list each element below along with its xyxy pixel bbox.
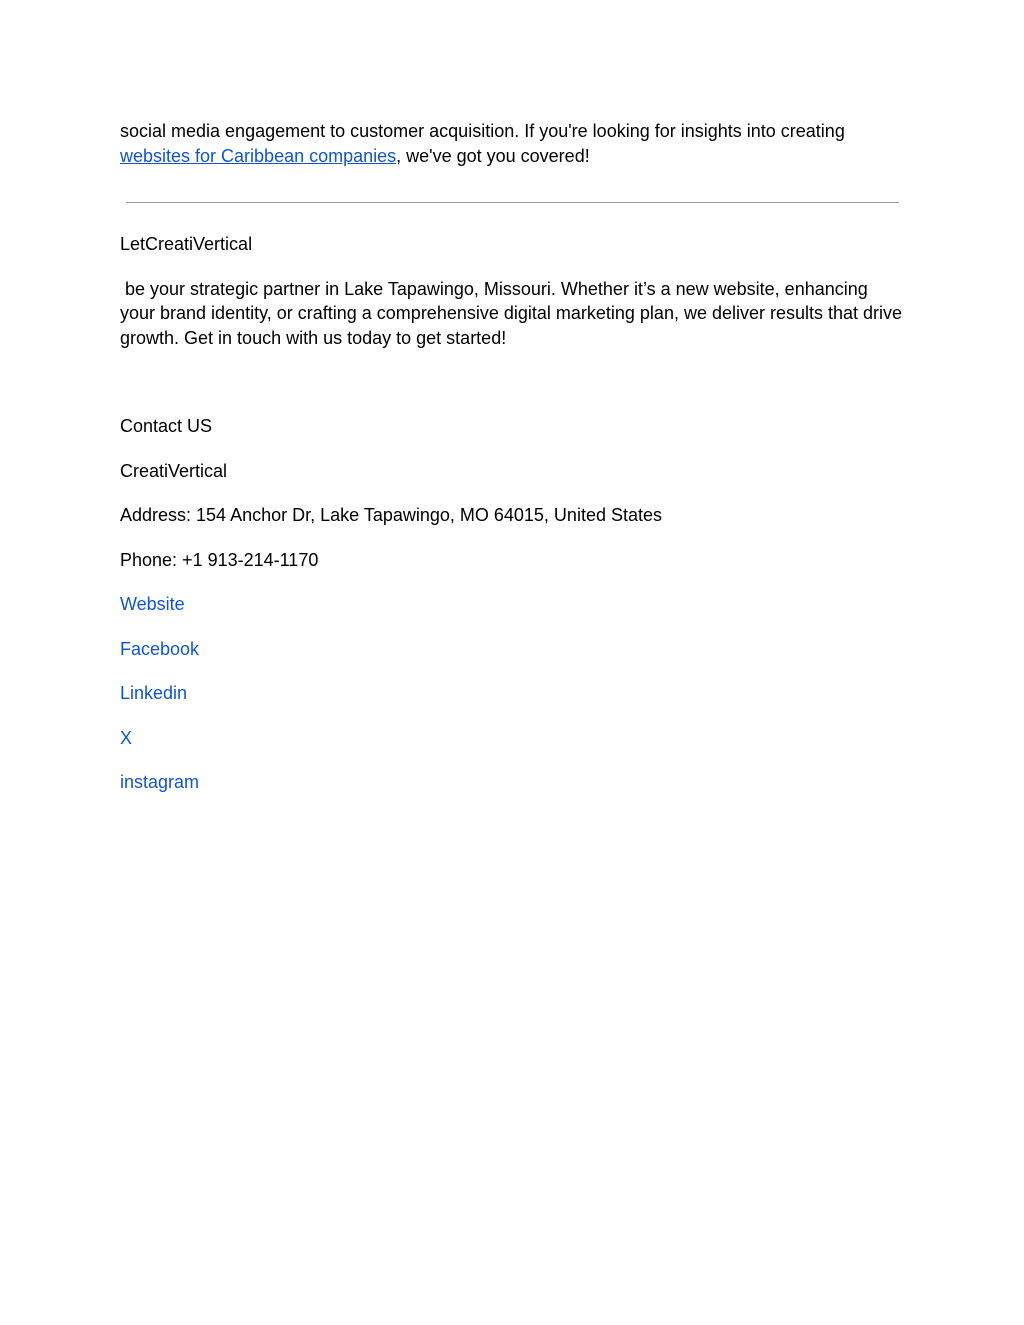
caribbean-websites-link[interactable]: websites for Caribbean companies xyxy=(120,145,397,166)
instagram-link[interactable]: instagram xyxy=(120,772,200,792)
x-row xyxy=(120,726,904,751)
horizontal-rule xyxy=(126,202,899,203)
website-link[interactable]: Website xyxy=(120,594,185,614)
linkedin-row xyxy=(120,681,904,706)
facebook-link[interactable]: Facebook xyxy=(120,638,200,659)
cta-heading: LetCreatiVertical xyxy=(120,234,253,254)
cta-body: be your strategic partner in Lake Tapawingo, Missouri. Whether it’s a new website, enhancing your brand identity, or crafting a comprehensive digital marketing plan, we deliver results that drive growth. Get in touch with us today to get started! xyxy=(120,278,908,348)
company-name: CreatiVertical xyxy=(120,460,228,481)
facebook-row xyxy=(120,637,904,662)
intro-text-after: , we've got you covered! xyxy=(396,145,590,166)
website-row xyxy=(120,592,904,617)
lower-section xyxy=(120,232,908,815)
phone-line: Phone: +1 913-214-1170 xyxy=(120,549,319,570)
address-line: Address: 154 Anchor Dr, Lake Tapawingo, MO 64015, United States xyxy=(120,505,662,525)
intro-section xyxy=(120,119,904,168)
instagram-row xyxy=(120,770,904,795)
intro-text-before: social media engagement to customer acquisition. If you're looking for insights into creating xyxy=(120,121,845,141)
linkedin-link[interactable]: Linkedin xyxy=(120,683,188,703)
x-link[interactable]: X xyxy=(120,727,133,748)
intro-paragraph xyxy=(120,119,904,168)
contact-heading: Contact US xyxy=(120,416,213,436)
